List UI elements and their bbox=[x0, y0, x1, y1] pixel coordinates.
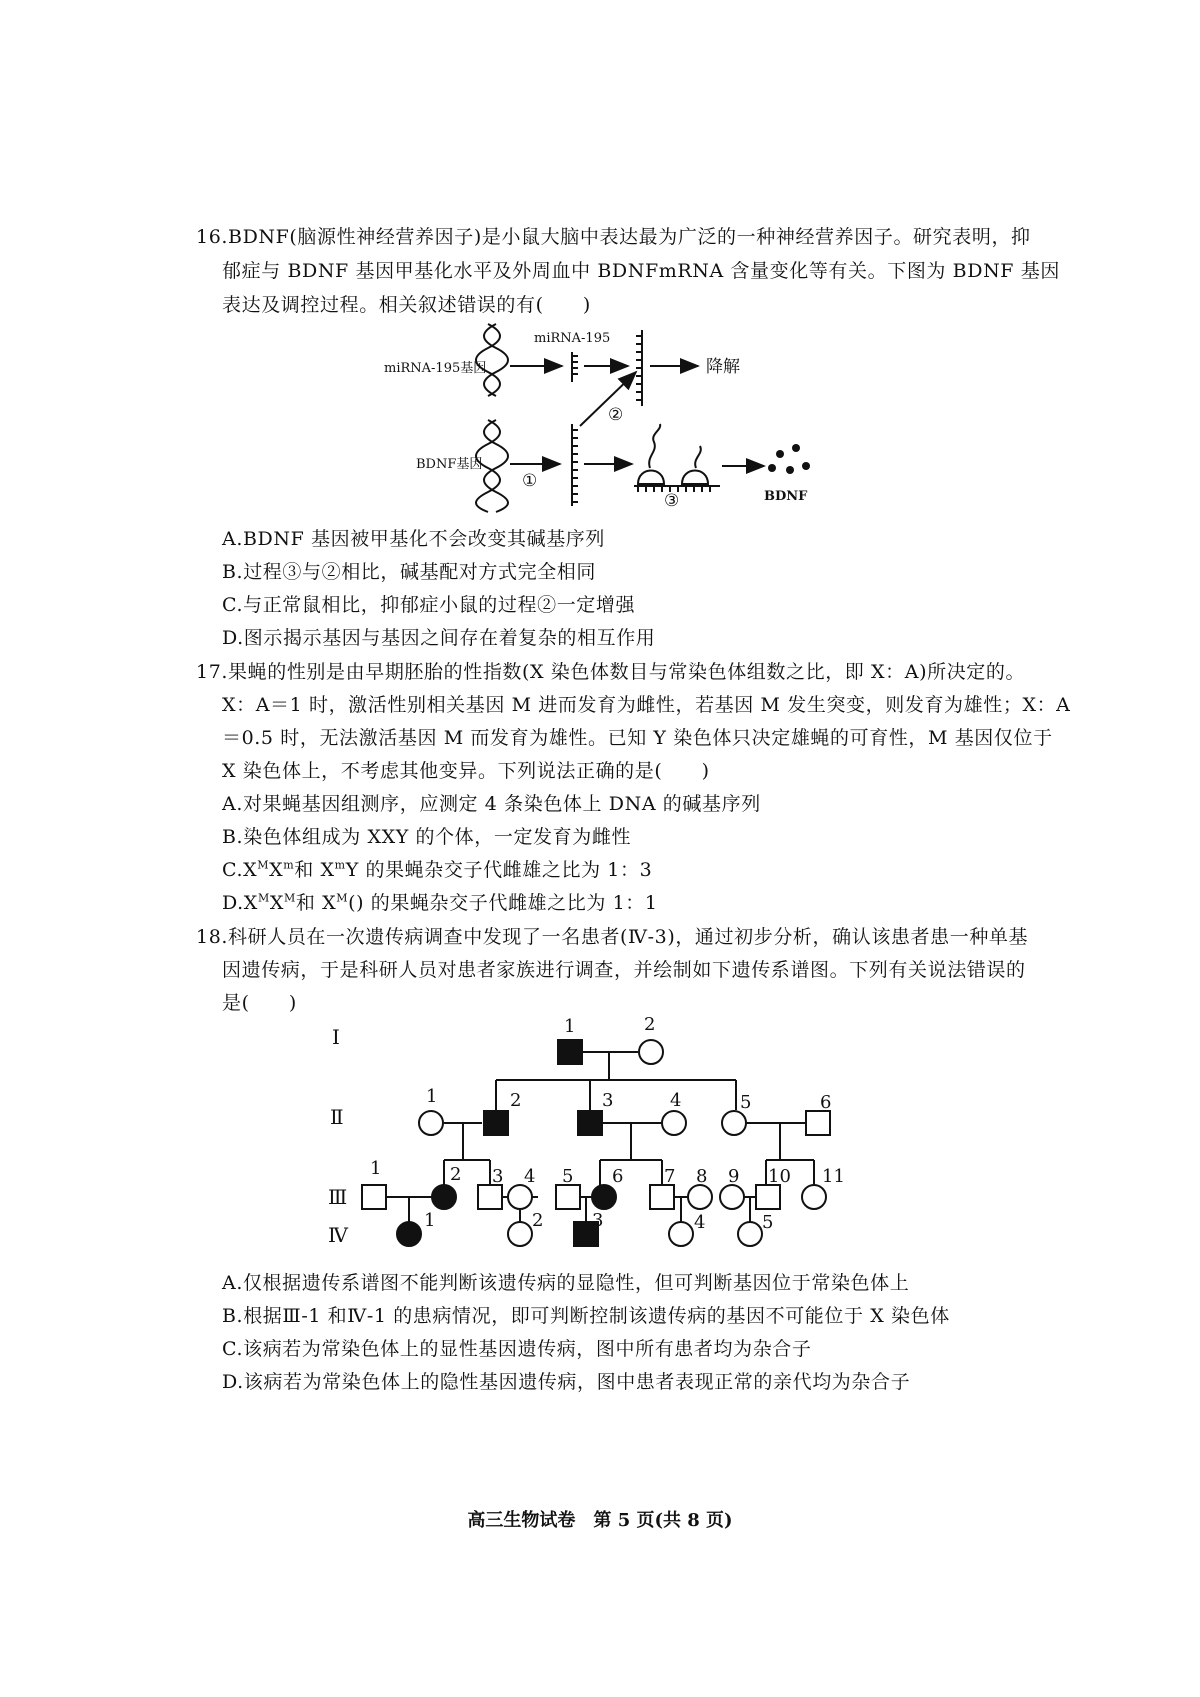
q16-stem-line-3: 表达及调控过程。相关叙述错误的有( ) bbox=[222, 294, 591, 316]
individual-III-4 bbox=[508, 1185, 532, 1209]
q16-stem-line-2: 郁症与 BDNF 基因甲基化水平及外周血中 BDNFmRNA 含量变化等有关。下图为 BDNF 基因 bbox=[222, 260, 1060, 282]
mirna-gene-helix bbox=[476, 324, 508, 396]
label-II-2: 2 bbox=[510, 1090, 522, 1111]
label-II-4: 4 bbox=[670, 1090, 682, 1111]
bdnf-regulation-diagram bbox=[380, 316, 840, 516]
q17-stem-line-4: X 染色体上，不考虑其他变异。下列说法正确的是( ) bbox=[222, 760, 710, 782]
q17-option-d: $D.X^MX^M$和 $X^M()$ 的果蝇杂交子代雌雄之比为 1：1 bbox=[222, 891, 658, 914]
individual-III-10 bbox=[756, 1185, 780, 1209]
mirna-gene-label: miRNA-195基因 bbox=[384, 361, 487, 376]
label-III-6: 6 bbox=[612, 1166, 624, 1187]
label-IV-2: 2 bbox=[532, 1210, 544, 1231]
bdnf-gene-label: BDNF基因 bbox=[416, 457, 483, 472]
q18-option-b: B.根据Ⅲ-1 和Ⅳ-1 的患病情况，即可判断控制该遗传病的基因不可能位于 X 染色体 bbox=[222, 1305, 950, 1327]
q18-stem-line-1: 18.科研人员在一次遗传病调查中发现了一名患者(Ⅳ-3)，通过初步分析，确认该患者患一种单基 bbox=[196, 926, 1029, 948]
step-1-label: ① bbox=[522, 471, 538, 491]
bdnf-protein-dots bbox=[768, 444, 810, 474]
pedigree-chart bbox=[320, 1010, 880, 1260]
label-II-1: 1 bbox=[426, 1086, 438, 1107]
q16-stem-line-1: 16.BDNF(脑源性神经营养因子)是小鼠大脑中表达最为广泛的一种神经营养因子。研究表明，抑 bbox=[196, 226, 1031, 248]
label-III-11: 11 bbox=[822, 1166, 845, 1187]
q16-option-d: D.图示揭示基因与基因之间存在着复杂的相互作用 bbox=[222, 627, 656, 649]
label-I-1: 1 bbox=[564, 1016, 576, 1037]
individual-IV-4 bbox=[669, 1222, 693, 1246]
q17-stem-line-3: ＝0.5 时，无法激活基因 M 而发育为雄性。已知 Y 染色体只决定雄蝇的可育性，M 基因仅位于 bbox=[222, 727, 1053, 749]
individual-II-2 bbox=[484, 1111, 508, 1135]
individual-II-6 bbox=[806, 1111, 830, 1135]
label-IV-5: 5 bbox=[762, 1212, 774, 1233]
individual-III-7 bbox=[650, 1185, 674, 1209]
individual-III-1 bbox=[362, 1185, 386, 1209]
individual-I-1 bbox=[558, 1040, 582, 1064]
label-III-10: 10 bbox=[768, 1166, 791, 1187]
q18-option-a: A.仅根据遗传系谱图不能判断该遗传病的显隐性，但可判断基因位于常染色体上 bbox=[222, 1272, 910, 1294]
individual-III-5 bbox=[556, 1185, 580, 1209]
step-3-label: ③ bbox=[664, 491, 680, 511]
mirna-strand bbox=[572, 352, 578, 382]
bdnf-mrna bbox=[572, 424, 578, 506]
generation-1-label: Ⅰ bbox=[332, 1025, 340, 1049]
step-2-label: ② bbox=[608, 405, 624, 425]
label-III-5: 5 bbox=[562, 1166, 574, 1187]
label-III-8: 8 bbox=[696, 1166, 708, 1187]
mrna-mirna-hybrid bbox=[636, 330, 642, 406]
individual-III-11 bbox=[802, 1185, 826, 1209]
translation-ribosomes bbox=[634, 424, 720, 492]
label-III-2: 2 bbox=[450, 1164, 462, 1185]
label-III-1: 1 bbox=[370, 1158, 382, 1179]
q18-option-c: C.该病若为常染色体上的显性基因遗传病，图中所有患者均为杂合子 bbox=[222, 1338, 812, 1360]
mirna-label: miRNA-195 bbox=[534, 331, 611, 346]
individual-III-8 bbox=[688, 1185, 712, 1209]
label-III-9: 9 bbox=[728, 1166, 740, 1187]
label-IV-3: 3 bbox=[592, 1210, 604, 1231]
generation-3-label: Ⅲ bbox=[328, 1185, 348, 1209]
individual-III-3 bbox=[478, 1185, 502, 1209]
generation-4-label: Ⅳ bbox=[328, 1223, 348, 1247]
individual-IV-1 bbox=[397, 1222, 421, 1246]
label-II-6: 6 bbox=[820, 1092, 832, 1113]
label-II-3: 3 bbox=[602, 1090, 614, 1111]
individual-II-3 bbox=[578, 1111, 602, 1135]
q18-stem-line-3: 是( ) bbox=[222, 992, 297, 1014]
individual-II-1 bbox=[419, 1111, 443, 1135]
label-III-4: 4 bbox=[524, 1166, 536, 1187]
label-IV-1: 1 bbox=[424, 1210, 436, 1231]
q18-stem-line-2: 因遗传病，于是科研人员对患者家族进行调查，并绘制如下遗传系谱图。下列有关说法错误的 bbox=[222, 959, 1026, 981]
q17-option-b: B.染色体组成为 XXY 的个体，一定发育为雌性 bbox=[222, 826, 632, 848]
label-III-3: 3 bbox=[492, 1166, 504, 1187]
label-III-7: 7 bbox=[664, 1166, 676, 1187]
individual-III-6 bbox=[592, 1185, 616, 1209]
q17-option-a: A.对果蝇基因组测序，应测定 4 条染色体上 DNA 的碱基序列 bbox=[222, 793, 761, 815]
generation-2-label: Ⅱ bbox=[330, 1105, 344, 1129]
q16-option-b: B.过程③与②相比，碱基配对方式完全相同 bbox=[222, 561, 597, 583]
label-II-5: 5 bbox=[740, 1092, 752, 1113]
individual-IV-5 bbox=[738, 1222, 762, 1246]
q17-stem-line-1: 17.果蝇的性别是由早期胚胎的性指数(X 染色体数目与常染色体组数之比，即 X：A)所决定的。 bbox=[196, 661, 1026, 683]
individual-III-2 bbox=[432, 1185, 456, 1209]
individual-II-5 bbox=[722, 1111, 746, 1135]
page-footer: 高三生物试卷 第 5 页(共 8 页) bbox=[467, 1510, 733, 1531]
individual-III-9 bbox=[720, 1185, 744, 1209]
label-IV-4: 4 bbox=[694, 1212, 706, 1233]
individual-II-4 bbox=[662, 1111, 686, 1135]
q17-stem-line-2: X：A＝1 时，激活性别相关基因 M 进而发育为雌性，若基因 M 发生突变，则发育为雄性；X：A bbox=[222, 694, 1071, 716]
q16-option-a: A.BDNF 基因被甲基化不会改变其碱基序列 bbox=[222, 528, 606, 550]
q16-option-c: C.与正常鼠相比，抑郁症小鼠的过程②一定增强 bbox=[222, 594, 636, 616]
individual-I-2 bbox=[639, 1040, 663, 1064]
bdnf-label: BDNF bbox=[764, 489, 808, 504]
degrade-label: 降解 bbox=[706, 357, 740, 377]
q17-option-c: $C.X^MX^m$和 $X^mY$ 的果蝇杂交子代雌雄之比为 1：3 bbox=[222, 858, 653, 881]
label-I-2: 2 bbox=[644, 1014, 656, 1035]
individual-IV-2 bbox=[508, 1222, 532, 1246]
q18-option-d: D.该病若为常染色体上的隐性基因遗传病，图中患者表现正常的亲代均为杂合子 bbox=[222, 1371, 911, 1393]
